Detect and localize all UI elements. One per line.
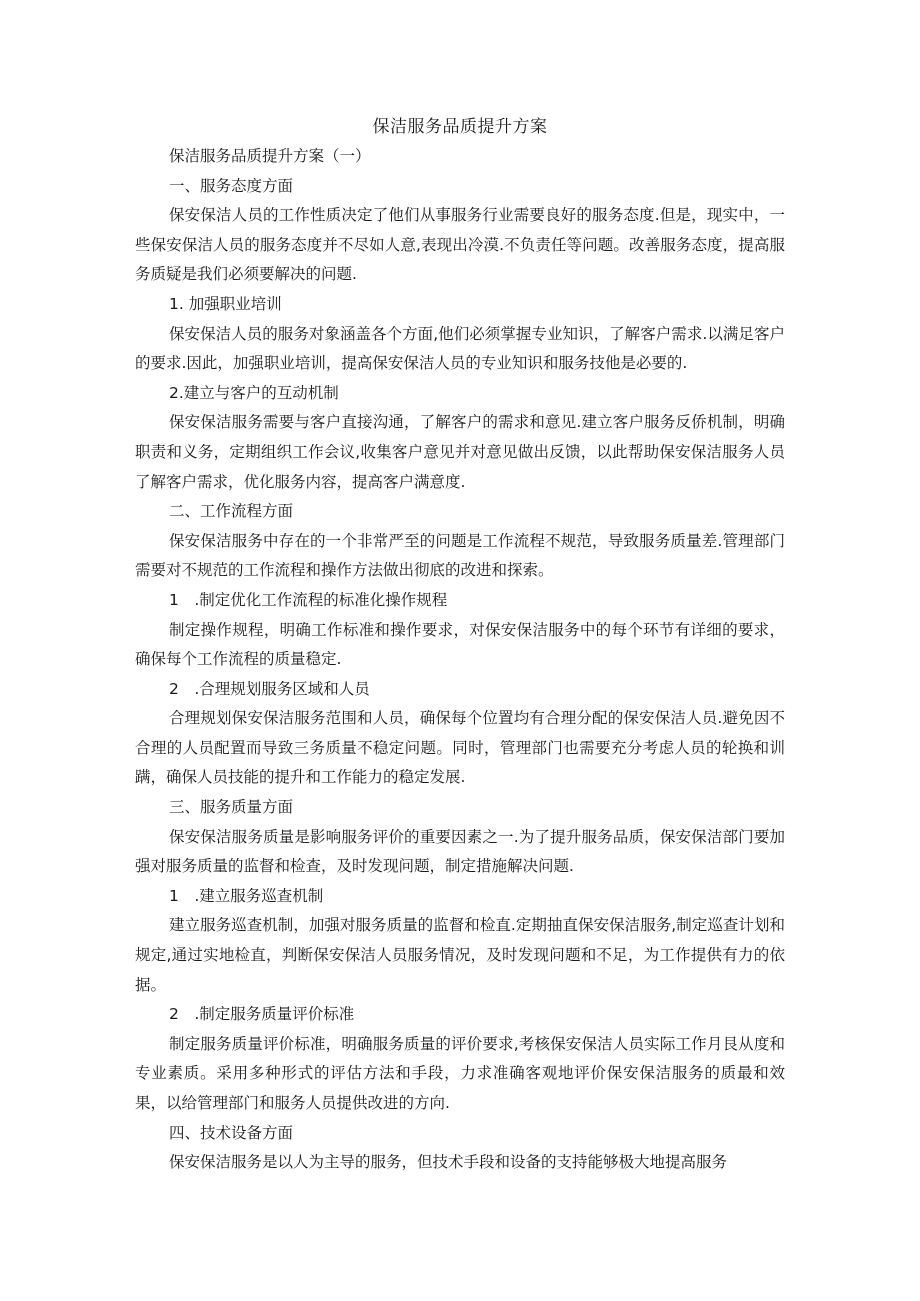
paragraph: 保安保洁人员的服务对象涵盖各个方面,他们必须掌握专业知识，了解客户需求.以满足客户的要求.因此，加强职业培训，提高保安保洁人员的专业知识和服务技他是必要的. bbox=[135, 324, 785, 373]
section-heading: 二、工作流程方面 bbox=[169, 502, 294, 521]
section-heading: 2.建立与客户的互动机制 bbox=[169, 383, 339, 402]
document-page bbox=[135, 112, 785, 1178]
paragraph: 制定操作规程，明确工作标准和操作要求，对保安保洁服务中的每个环节有详细的要求，确保每个工作流程的质量稳定. bbox=[135, 620, 785, 669]
paragraph: 保安保洁服务需要与客户直接沟通，了解客户的需求和意见.建立客户服务反侨机制，明确职责和义务，定期组织工作会议,收集客户意见并对意见做出反馈，以此帮助保安保洁服务人员了解客户需求，优化服务内容，提高客户满意度. bbox=[135, 413, 785, 491]
paragraph: 制定服务质量评价标准，明确服务质量的评价要求,考核保安保洁人员实际工作月艮从度和专业素质。采用多种形式的评估方法和手段，力求准确客观地评价保安保洁服务的质最和效果，以给管理部门和服务人员提供改进的方向. bbox=[135, 1034, 785, 1112]
section-heading: 1. 加强职业培训 bbox=[169, 294, 282, 313]
paragraph: 保安保洁人员的工作性质决定了他们从事服务行业需要良好的服务态度.但是，现实中，一些保安保洁人员的服务态度并不尽如人意,表现出冷漠.不负责任等问题。改善服务态度，提高服务质疑是我们必须要解决的问题. bbox=[135, 206, 785, 284]
section-heading: 三、服务质量方面 bbox=[169, 798, 294, 817]
section-heading: 四、技术设备方面 bbox=[169, 1123, 294, 1142]
section-heading: 2 .制定服务质量评价标准 bbox=[169, 1005, 355, 1024]
section-heading: 保洁服务品质提升方案（一） bbox=[169, 147, 371, 165]
section-heading: 2 .合理规划服务区域和人员 bbox=[169, 679, 370, 698]
section-heading: 一、服务态度方面 bbox=[169, 176, 294, 195]
section-heading: 1 .制定优化工作流程的标准化操作规程 bbox=[169, 590, 448, 609]
paragraph: 保安保洁服务中存在的一个非常严至的问题是工作流程不规范，导致服务质量差.管理部门需要对不规范的工作流程和操作方法做出彻底的改进和探索。 bbox=[135, 531, 785, 580]
paragraph: 保安保洁服务质量是影响服务评价的重要因素之一.为了提升服务品质，保安保洁部门要加强对服务质量的监督和检查，及时发现问题，制定措施解决问题. bbox=[135, 827, 785, 876]
paragraph: 建立服务巡查机制，加强对服务质量的监督和检直.定期抽直保安保洁服务,制定巡查计划和规定,通过实地检直，判断保安保洁人员服务情况，及时发现问题和不足，为工作提供有力的依据。 bbox=[135, 916, 785, 994]
paragraph: 合理规划保安保洁服务范围和人员，确保每个位置均有合理分配的保安保洁人员.避免因不合理的人员配置而导致三务质量不稳定问题。同时，管理部门也需要充分考虑人员的轮换和训蹒，确保人员技能的提升和工作能力的稳定发展. bbox=[135, 709, 785, 787]
paragraph: 保安保洁服务是以人为主导的服务，但技术手段和设备的支持能够极大地提高服务 bbox=[169, 1153, 728, 1172]
document-title: 保洁服务品质提升方案 bbox=[372, 117, 548, 137]
section-heading: 1 .建立服务巡查机制 bbox=[169, 886, 324, 905]
